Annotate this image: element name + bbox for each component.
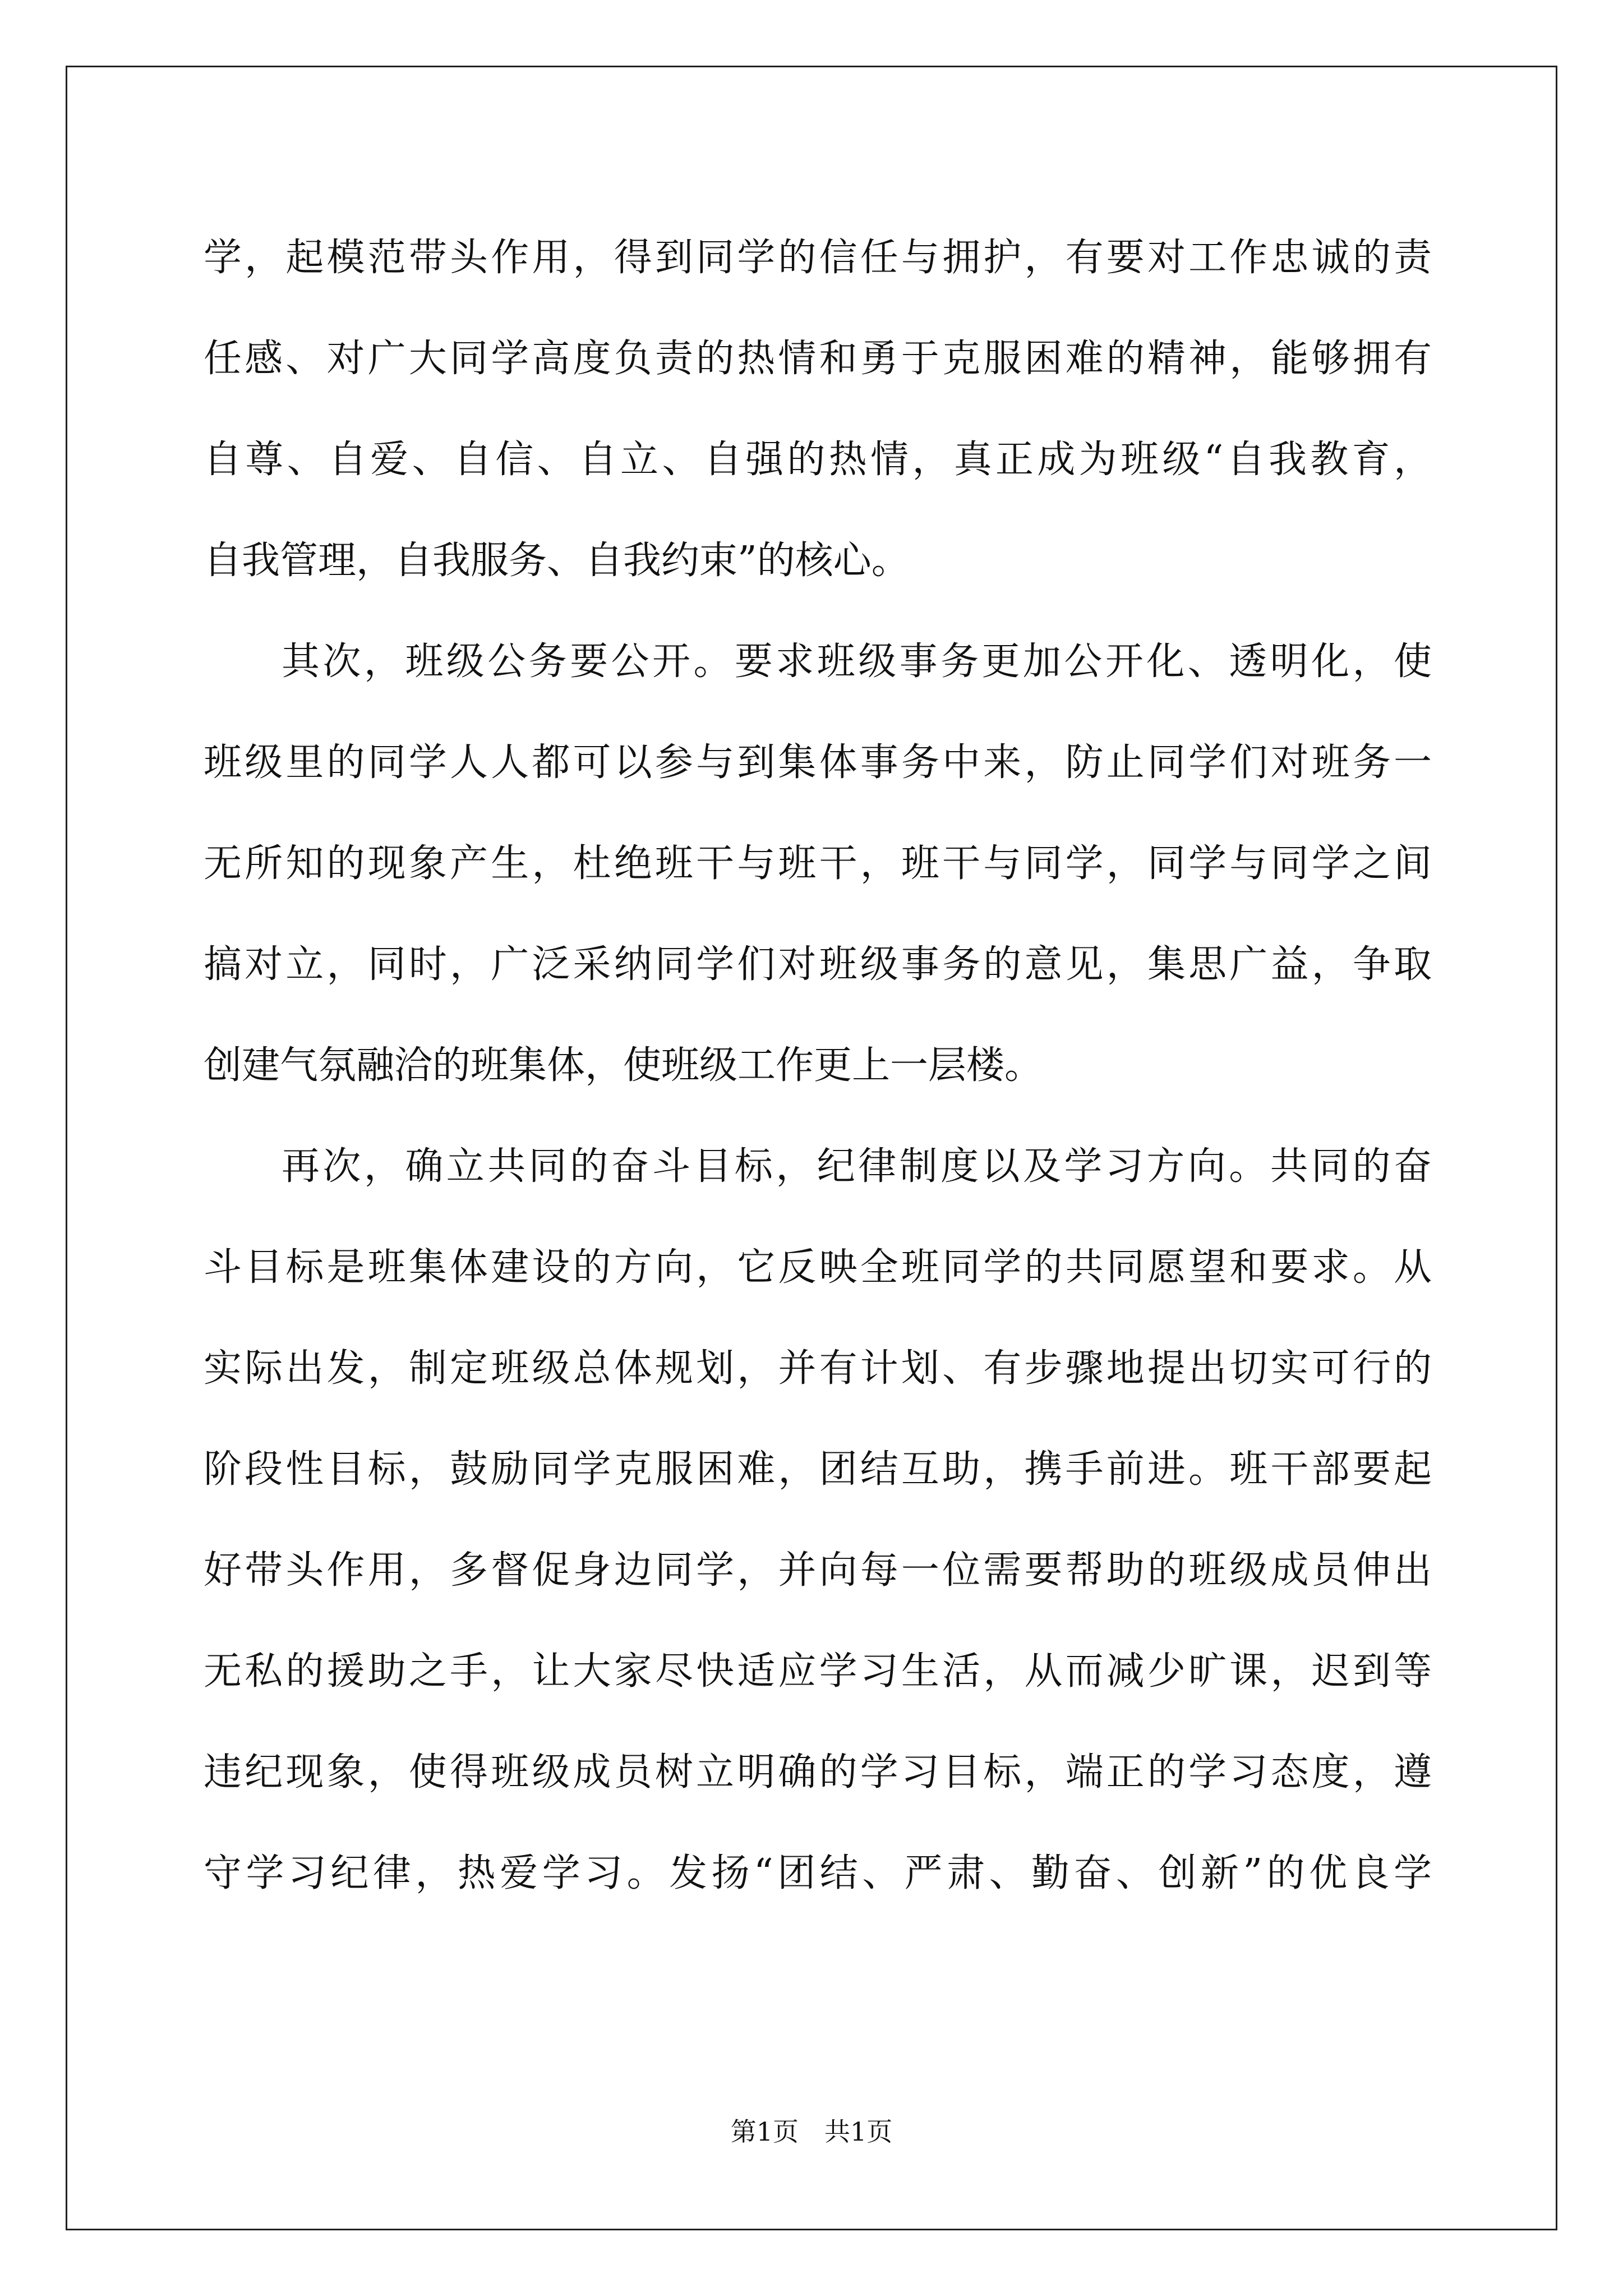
text-line: 班级里的同学人人都可以参与到集体事务中来，防止同学们对班务一 [204,740,1432,785]
text-line: 好带头作用，多督促身边同学，并向每一位需要帮助的班级成员伸出 [204,1548,1432,1593]
text-line: 自尊、自爱、自信、自立、自强的热情，真正成为班级“自我教育， [204,438,1432,482]
text-line: 实际出发，制定班级总体规划，并有计划、有步骤地提出切实可行的 [204,1346,1432,1391]
text-line: 无私的援助之手，让大家尽快适应学习生活，从而减少旷课，迟到等 [204,1649,1432,1694]
text-line: 斗目标是班集体建设的方向，它反映全班同学的共同愿望和要求。从 [204,1245,1432,1290]
text-line: 任感、对广大同学高度负责的热情和勇于克服困难的精神，能够拥有 [204,337,1432,381]
text-line: 创建气氛融洽的班集体，使班级工作更上一层楼。 [204,1043,1043,1088]
text-line: 违纪现象，使得班级成员树立明确的学习目标，端正的学习态度，遵 [204,1750,1432,1795]
text-line: 守学习纪律，热爱学习。发扬“团结、严肃、勤奋、创新”的优良学 [204,1851,1432,1895]
text-line: 无所知的现象产生，杜绝班干与班干，班干与同学，同学与同学之间 [204,841,1432,886]
text-line: 学，起模范带头作用，得到同学的信任与拥护，有要对工作忠诚的责 [204,236,1432,280]
text-line: 搞对立，同时，广泛采纳同学们对班级事务的意见，集思广益，争取 [204,942,1432,987]
document-body [204,208,1432,1924]
text-line: 自我管理，自我服务、自我约束”的核心。 [204,539,910,583]
paragraph-first-line: 其次，班级公务要公开。要求班级事务更加公开化、透明化，使 [282,639,1432,684]
text-line: 阶段性目标，鼓励同学克服困难，团结互助，携手前进。班干部要起 [204,1447,1432,1492]
paragraph-first-line: 再次，确立共同的奋斗目标，纪律制度以及学习方向。共同的奋 [282,1144,1432,1189]
page-number-footer: 第1页 共1页 [730,2116,893,2147]
